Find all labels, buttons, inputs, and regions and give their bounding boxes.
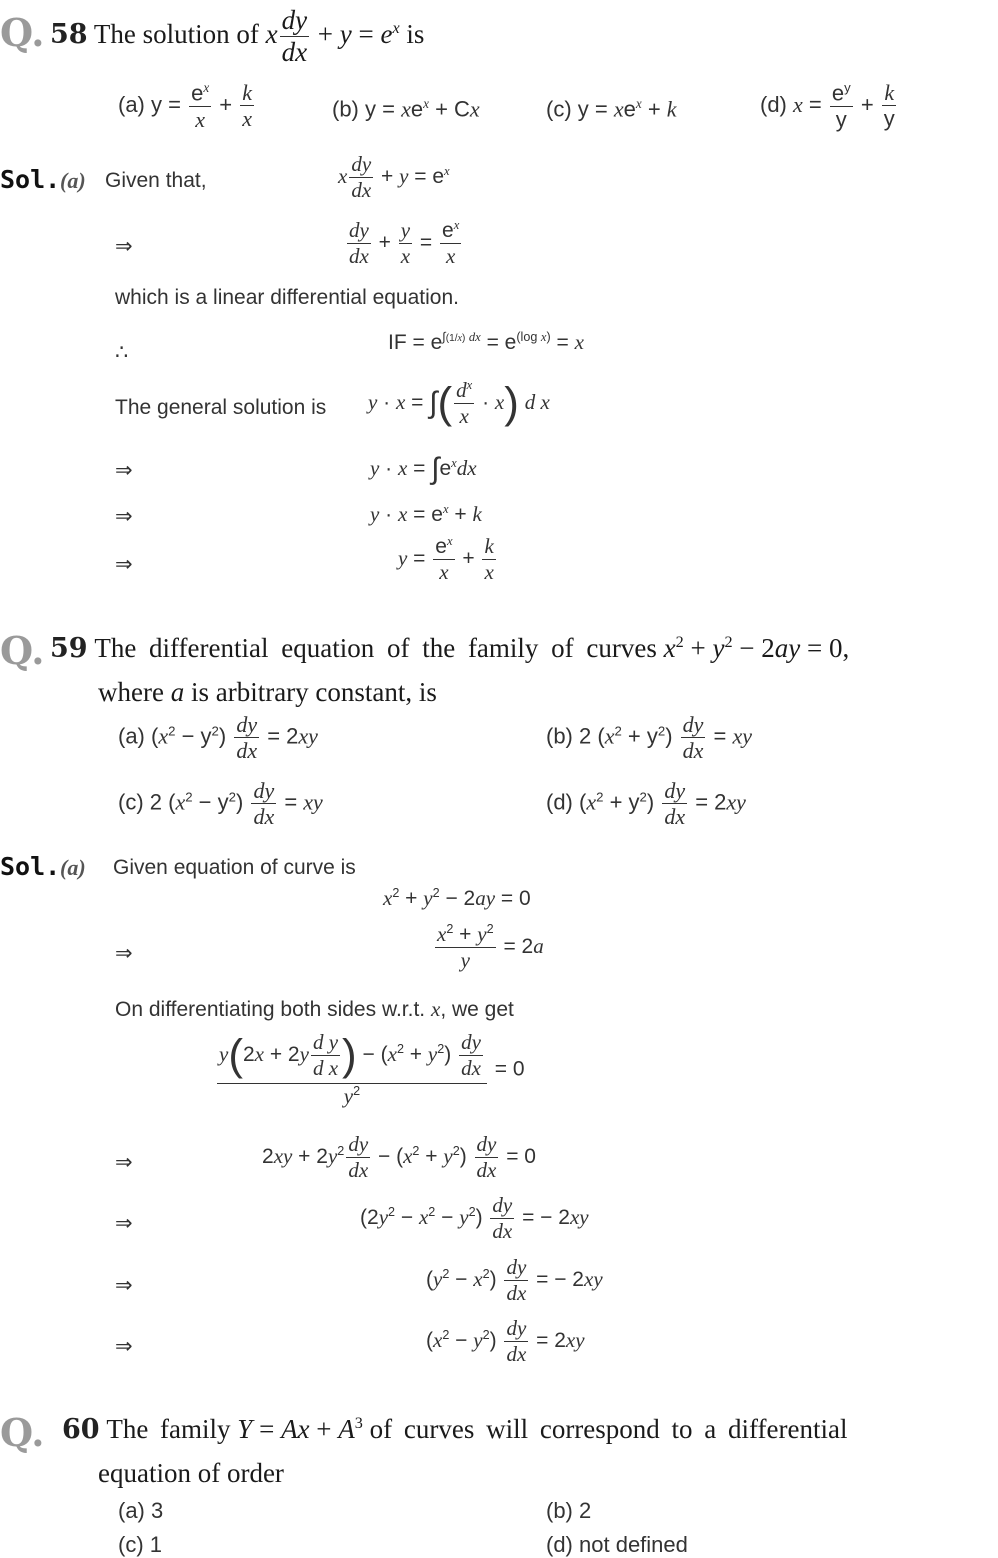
answer-key: (a) — [60, 168, 86, 193]
option-label: (c) — [546, 96, 572, 122]
implies-symbol: ⇒ — [115, 505, 133, 528]
question-59-line2: where a is arbitrary constant, is — [98, 677, 437, 707]
equation: $y \cdot x = \int e^xdx$ — [370, 452, 477, 486]
solution-text-part: , we get — [440, 998, 514, 1021]
implies-symbol: ⇒ — [115, 1335, 133, 1358]
solution-label: Sol. — [0, 165, 61, 194]
answer-key: (a) — [60, 855, 86, 880]
option-c: (c) $y = xe^x + k$ — [546, 96, 677, 122]
solution-text-part: On differentiating both sides w.r.t. — [115, 998, 426, 1021]
solution-text: Given that, — [105, 169, 207, 192]
solution-text: The general solution is — [115, 396, 327, 419]
option-c — [118, 1532, 162, 1558]
option-a: (a) y = $\frac{e^x}{x}$ + $\frac{k}{x}$ — [118, 80, 253, 132]
equation: y(2x + 2y $\frac{\text{d y}}{\text{d x}}$ ) − $(x^2 + y^2)$ $\frac{dy}{dx}$ $y^2$ = 0 — [219, 1030, 525, 1109]
question-number: 58 — [50, 18, 88, 50]
question-text: The differential equation of the family of curves — [94, 633, 657, 663]
solution-text: Given equation of curve is — [113, 856, 356, 879]
implies-symbol: ⇒ — [115, 1212, 133, 1235]
solution-label: Sol. — [0, 852, 61, 881]
question-text: where — [98, 677, 164, 707]
equation: $x^2 + y^2 - 2ay = 0$ — [383, 886, 531, 910]
option-a — [118, 1498, 163, 1524]
question-text: is arbitrary constant, is — [190, 677, 437, 707]
option-b: (b) $y = xe^x + Cx$ — [332, 96, 480, 122]
option-d: (d) x = $\frac{e^y}{y}$ + $\frac{k}{y}$ — [760, 80, 895, 132]
option-label: (b) — [332, 96, 359, 122]
option-label: (d) — [760, 91, 787, 117]
option-value: not defined — [579, 1532, 688, 1557]
solution-text: On differentiating both sides w.r.t. x, we get — [115, 997, 514, 1021]
question-60: 60 The family $Y = Ax + A^3$ of curves will correspond to a differential — [62, 1414, 848, 1445]
question-number: 59 — [50, 633, 88, 664]
equation: x $\frac{dy}{dx}$ + $y = e^x$ — [338, 152, 450, 203]
question-58: 58 The solution of x $\frac{dy}{dx}$ + $y = e^x$ is — [50, 5, 425, 68]
question-label: Q. — [0, 1410, 45, 1455]
implies-symbol: ⇒ — [115, 1274, 133, 1297]
question-text: The family — [106, 1414, 231, 1444]
implies-symbol: ⇒ — [115, 235, 133, 258]
equation: $(x^2 - y^2)$ $\frac{dy}{dx}$ = 2xy — [426, 1316, 585, 1367]
equation: $2xy + 2y^2$ $\frac{dy}{dx}$ − $(x^2 + y^2)$ $\frac{dy}{dx}$ = 0 — [262, 1132, 536, 1183]
implies-symbol: ⇒ — [115, 942, 133, 965]
option-label: (b) — [546, 1498, 573, 1523]
question-label: Q. — [0, 10, 45, 55]
equation: y · x = ∫( $\frac{d^x}{x}$ · x) d x — [368, 378, 550, 429]
option-label: (d) — [546, 789, 573, 815]
equation: $(y^2 - x^2)$ $\frac{dy}{dx}$ = − 2xy — [426, 1255, 603, 1306]
option-d: (d) $(x^2 + y^2)$ $\frac{dy}{dx}$ = 2xy — [546, 778, 746, 830]
option-label: (c) — [118, 1532, 144, 1557]
option-label: (d) — [546, 1532, 573, 1557]
option-a: (a) $(x^2 - y^2)$ $\frac{dy}{dx}$ = 2xy — [118, 712, 318, 764]
equation: $\frac{dy}{dx}$ + $\frac{y}{x}$ = $\frac{e^x}{x}$ — [349, 218, 460, 269]
solution-text: which is a linear differential equation. — [115, 286, 459, 309]
implies-symbol: ⇒ — [115, 553, 133, 576]
question-59: 59 The differential equation of the family of curves $x^2 + y^2 - 2ay = 0$, — [50, 633, 850, 664]
option-value: 3 — [151, 1498, 164, 1523]
equation: IF = $e^{\int(1/x) dx} = e^{(log x)} = x$ — [388, 330, 584, 354]
option-d — [546, 1532, 688, 1558]
question-label: Q. — [0, 628, 45, 673]
question-60-line2: equation of order — [98, 1458, 284, 1488]
question-text: of curves will correspond to a differential — [369, 1414, 848, 1444]
implies-symbol: ⇒ — [115, 459, 133, 482]
option-label: (b) — [546, 723, 573, 749]
equation: $\frac{x^2 + y^2}{y}$ = 2a — [437, 922, 544, 973]
option-label: (a) — [118, 723, 145, 749]
equation: y = $\frac{e^x}{x}$ + $\frac{k}{x}$ — [398, 534, 494, 585]
option-label: (c) — [118, 789, 144, 815]
option-value: 2 — [579, 1498, 592, 1523]
option-b: (b) 2 $(x^2 + y^2)$ $\frac{dy}{dx}$ = xy — [546, 712, 753, 764]
equation: $y \cdot x = e^x + k$ — [370, 502, 482, 526]
option-value: 1 — [149, 1532, 163, 1557]
equation: $(2y^2 - x^2 - y^2)$ $\frac{dy}{dx}$ = − 2xy — [360, 1193, 589, 1244]
option-label: (a) — [118, 91, 145, 117]
option-label: (a) — [118, 1498, 145, 1523]
option-b — [546, 1498, 591, 1524]
question-number: 60 — [62, 1414, 100, 1445]
option-c: (c) 2 $(x^2 - y^2)$ $\frac{dy}{dx}$ = xy — [118, 778, 323, 830]
question-text: The solution of — [93, 18, 259, 49]
question-suffix: is — [406, 18, 425, 49]
implies-symbol: ⇒ — [115, 1151, 133, 1174]
therefore-symbol: ∴ — [115, 341, 129, 364]
